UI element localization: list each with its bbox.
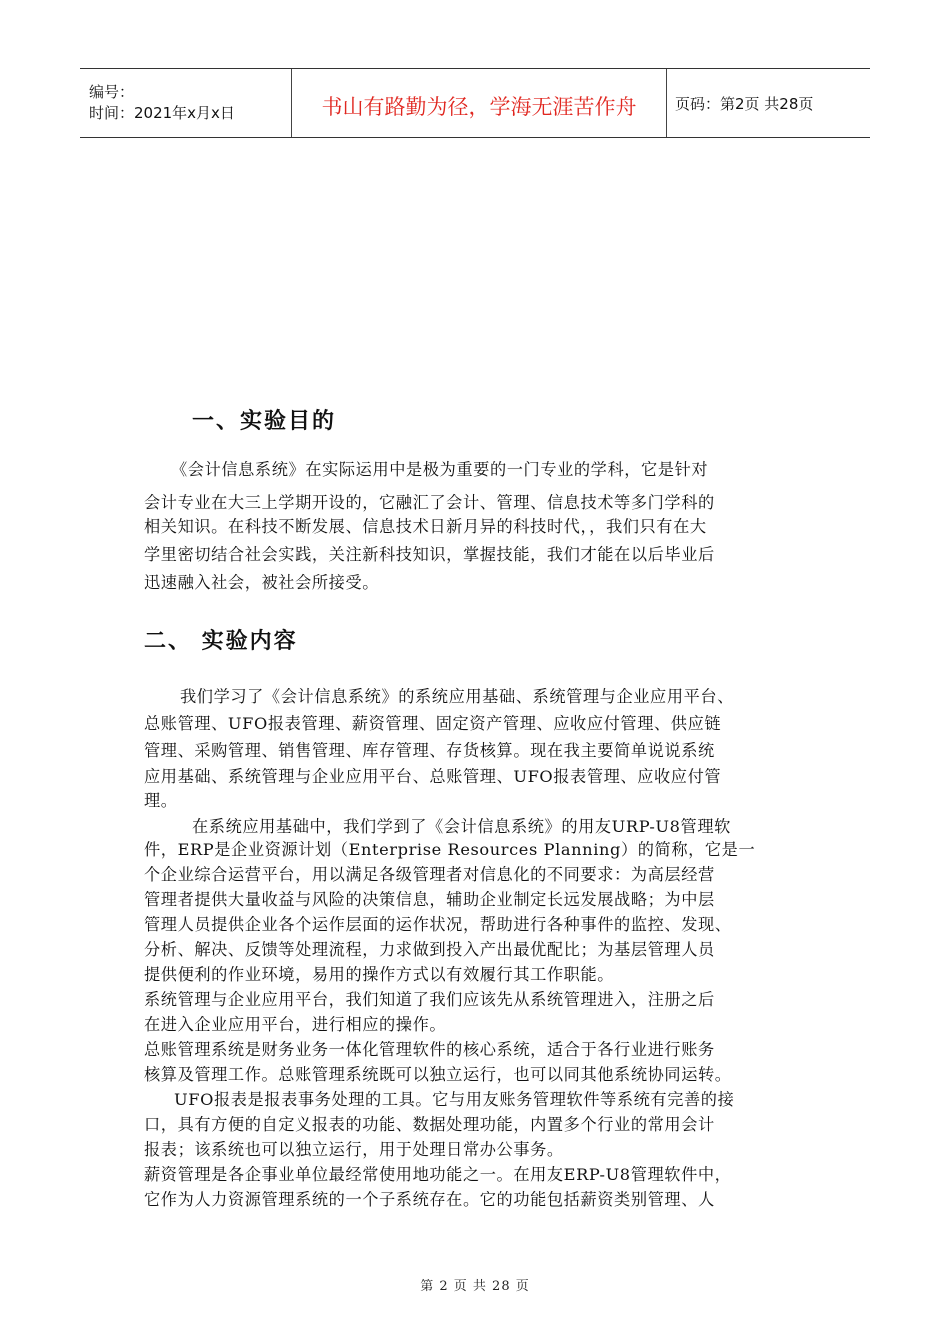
- section-2-heading: 二、 实验内容: [144, 629, 298, 654]
- body-line: 在系统应用基础中，我们学到了《会计信息系统》的用友URP-U8管理软: [192, 817, 731, 836]
- body-line: 我们学习了《会计信息系统》的系统应用基础、系统管理与企业应用平台、: [180, 687, 734, 706]
- body-line: 《会计信息系统》在实际运用中是极为重要的一门专业的学科，它是针对: [171, 460, 709, 479]
- header-page-info: 页码：第2页 共28页: [675, 94, 814, 113]
- page-header: [80, 68, 870, 138]
- doc-date: 时间：2021年x月x日: [89, 104, 235, 122]
- body-line: 件，ERP是企业资源计划（Enterprise Resources Planning）的简称，它是一: [144, 840, 756, 859]
- body-line: 会计专业在大三上学期开设的，它融汇了会计、管理、信息技术等多门学科的: [144, 493, 715, 512]
- body-line: 总账管理、UFO报表管理、薪资管理、固定资产管理、应收应付管理、供应链: [144, 714, 722, 733]
- body-line: 应用基础、系统管理与企业应用平台、总账管理、UFO报表管理、应收应付管: [144, 767, 722, 786]
- header-motto: 书山有路勤为径，学海无涯苦作舟: [321, 95, 637, 119]
- body-line: 薪资管理是各企事业单位最经常使用地功能之一。在用友ERP-U8管理软件中，: [144, 1165, 732, 1184]
- body-line: 系统管理与企业应用平台，我们知道了我们应该先从系统管理进入，注册之后: [144, 990, 715, 1009]
- header-motto-cell: [292, 69, 667, 137]
- body-line: 总账管理系统是财务业务一体化管理软件的核心系统，适合于各行业进行账务: [144, 1040, 715, 1059]
- body-line: 口，具有方便的自定义报表的功能、数据处理功能，内置多个行业的常用会计: [144, 1115, 715, 1134]
- body-line: 学里密切结合社会实践，关注新科技知识，掌握技能，我们才能在以后毕业后: [144, 545, 715, 564]
- body-line: 分析、解决、反馈等处理流程，力求做到投入产出最优配比；为基层管理人员: [144, 940, 715, 959]
- body-line: 个企业综合运营平台，用以满足各级管理者对信息化的不同要求：为高层经营: [144, 865, 715, 884]
- header-meta: [80, 69, 292, 137]
- body-line: 管理者提供大量收益与风险的决策信息，辅助企业制定长远发展战略；为中层: [144, 890, 715, 909]
- body-line: 报表；该系统也可以独立运行，用于处理日常办公事务。: [144, 1140, 564, 1159]
- body-line: 管理人员提供企业各个运作层面的运作状况，帮助进行各种事件的监控、发现、: [144, 915, 732, 934]
- body-line: 提供便利的作业环境，易用的操作方式以有效履行其工作职能。: [144, 965, 615, 984]
- body-line: 在进入企业应用平台，进行相应的操作。: [144, 1015, 447, 1034]
- body-line: 相关知识。在科技不断发展、信息技术日新月异的科技时代，，我们只有在大: [144, 517, 707, 536]
- body-line: 理。: [144, 791, 178, 810]
- body-line: 迅速融入社会，被社会所接受。: [144, 573, 380, 592]
- section-1-heading: 一、实验目的: [192, 409, 337, 434]
- page-footer: 第 2 页 共 28 页: [420, 1279, 530, 1294]
- doc-number-label: 编号：: [89, 83, 135, 101]
- body-line: 管理、采购管理、销售管理、库存管理、存货核算。现在我主要简单说说系统: [144, 741, 715, 760]
- body-line: 核算及管理工作。总账管理系统既可以独立运行，也可以同其他系统协同运转。: [144, 1065, 732, 1084]
- body-line: UFO报表是报表事务处理的工具。它与用友账务管理软件等系统有完善的接: [174, 1090, 735, 1109]
- body-line: 它作为人力资源管理系统的一个子系统存在。它的功能包括薪资类别管理、人: [144, 1190, 715, 1209]
